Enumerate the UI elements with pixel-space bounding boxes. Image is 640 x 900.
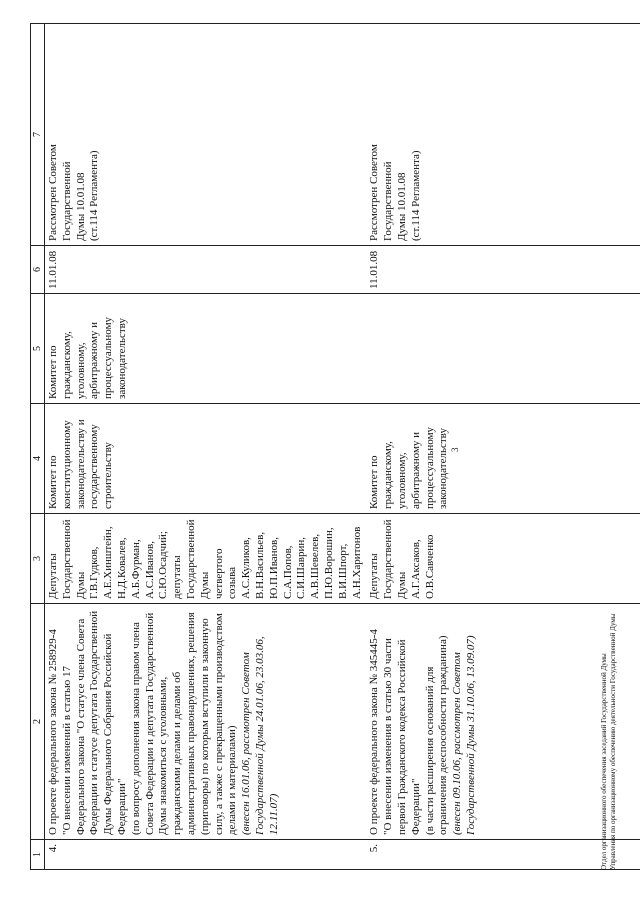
author-line: С.А.Попов, [281,545,294,599]
note-line: Рассмотрен Советом [368,144,381,241]
header-row [31,24,45,870]
committee-line: уголовному, [74,342,87,399]
desc-line: (в части расширения оснований для [423,666,436,835]
committee-line: гражданскому, [382,441,395,509]
header-cell: 6 [31,246,45,294]
desc-line: Федерации" [115,778,128,835]
committee-line: строительству [102,442,115,509]
bill-description [366,604,640,840]
author-line: Думы [395,571,408,599]
committee-line: гражданскому, [60,331,73,399]
row-number: 4. [45,840,367,870]
header-cell: 5 [31,294,45,404]
table-row [45,24,367,870]
author-line: А.С.Иванов, [143,541,156,599]
committee-line: Комитет по [47,455,59,509]
table-row [366,24,640,870]
desc-line: делами и материалами) [226,725,239,835]
responsible-committee [366,404,640,514]
coexecutor-committee [45,294,367,404]
page-number: 3 [450,447,460,452]
committee-line: Комитет по [368,455,381,509]
desc-dates-line: Государственной Думы 24.01.06, 23.03.06, [253,636,266,835]
desc-line: (по вопросу дополнения закона правом члена [129,622,142,835]
desc-dates-line: (внесен 09.10.06, рассмотрен Советом [451,652,464,835]
author-line: О.В.Савченко [423,534,436,599]
author-line: А.Н.Харитонов [350,526,363,599]
note-line: Государственной [60,161,73,241]
author-line: А.Б.Фурман, [129,539,142,599]
desc-line: первой Гражданского кодекса Российской [395,639,408,835]
author-line: Г.В.Гудков, [88,546,101,599]
desc-line: Думы Федерального Собрания Российской [102,633,115,835]
author-line: Депутаты [368,553,381,599]
author-line: А.Г.Аксаков, [409,539,422,599]
desc-line: Думы знакомиться с уголовными, [157,676,170,835]
desc-line: "О внесении изменения в статью 30 части [382,638,395,835]
desc-line: Федерации" [409,778,422,835]
note-line: (ст.114 Регламента) [88,150,101,241]
date-cell: 11.01.08 [366,246,640,294]
author-line: Ю.П.Иванов, [267,537,280,599]
desc-line: ограничения дееспособности гражданина) [437,635,450,835]
author-line: Думы [74,571,87,599]
footer-line: Управления по организационному обеспечению деятельности Государственной Думы [609,613,617,870]
header-cell: 4 [31,404,45,514]
footer-line: Отдел организационного обеспечения заседаний Государственной Думы [600,653,608,870]
date-cell: 11.01.08 [45,246,367,294]
committee-line: уголовному, [395,452,408,509]
committee-line: арбитражному и [409,431,422,509]
author-line: Думы [198,571,211,599]
author-line: Депутаты [47,553,59,599]
note-cell [45,24,367,246]
author-line: Государственной [382,519,395,599]
committee-line: государственному [88,424,101,509]
desc-line: силу, а также с прекращенными производством [212,613,225,835]
author-line: П.Ю.Ворошин, [322,527,335,599]
desc-line: О проекте федерального закона № 258929-4 [47,629,59,835]
author-line: А.Е.Хинштейн, [102,526,115,599]
note-line: Государственной [382,161,395,241]
desc-line: О проекте федерального закона № 345445-4 [368,629,381,835]
desc-line: административных правонарушениях, решения [184,612,197,835]
committee-line: процессуальному [423,426,436,509]
note-line: Думы 10.01.08 [74,172,87,241]
author-line: четвертого созыва [212,548,239,599]
committee-line: арбитражному и [88,321,101,399]
note-line: Думы 10.01.08 [395,172,408,241]
author-line: Государственной [60,519,73,599]
desc-dates-line: Государственной Думы 31.10.06, 13.09.07) [464,635,477,835]
author-line: В.Н.Васильев, [253,531,266,599]
desc-line: "О внесении изменений в статью 17 [60,666,73,835]
desc-dates-line: 12.11.07) [267,793,280,835]
desc-line: Федерального закона "О статусе члена Совета [74,618,87,835]
bill-authors [366,514,640,604]
desc-dates-line: (внесен 16.01.06, рассмотрен Советом [240,652,253,835]
responsible-committee [45,404,367,514]
committee-line: процессуальному [102,316,115,399]
note-cell [366,24,640,246]
author-line: депутаты [171,555,184,599]
author-line: Государственной [184,519,197,599]
author-line: В.И.Шпорт, [336,543,349,599]
author-line: С.Ю.Осадчий; [157,531,170,599]
author-line: Н.Д.Ковалев, [115,537,128,599]
author-line: С.И.Шаврин, [295,537,308,599]
header-cell: 2 [31,604,45,840]
note-line: Рассмотрен Советом [47,144,59,241]
bill-authors [45,514,367,604]
desc-line: (приговоры) по которым вступили в законную [198,618,211,835]
header-cell: 1 [31,840,45,870]
header-cell: 3 [31,514,45,604]
committee-line: конституционному [60,420,73,509]
desc-line: Совета Федерации и депутата Государственной [143,612,156,835]
committee-line: Комитет по [47,345,59,399]
note-line: (ст.114 Регламента) [409,150,422,241]
committee-line: законодательству [437,428,450,509]
header-cell: 7 [31,24,45,246]
committee-line: законодательству и [74,419,87,509]
desc-line: Федерации и статусе депутата Государственной [88,610,101,835]
bills-table [30,23,640,870]
coexecutor-committee [366,294,640,404]
author-line: А.С.Куликов, [240,537,253,599]
bill-description [45,604,367,840]
row-number: 5. [366,840,640,870]
desc-line: гражданскими делами и делами об [171,671,184,835]
page-footer [600,614,618,870]
committee-line: законодательству [115,318,128,399]
author-line: А.В.Шевелев, [309,533,322,599]
